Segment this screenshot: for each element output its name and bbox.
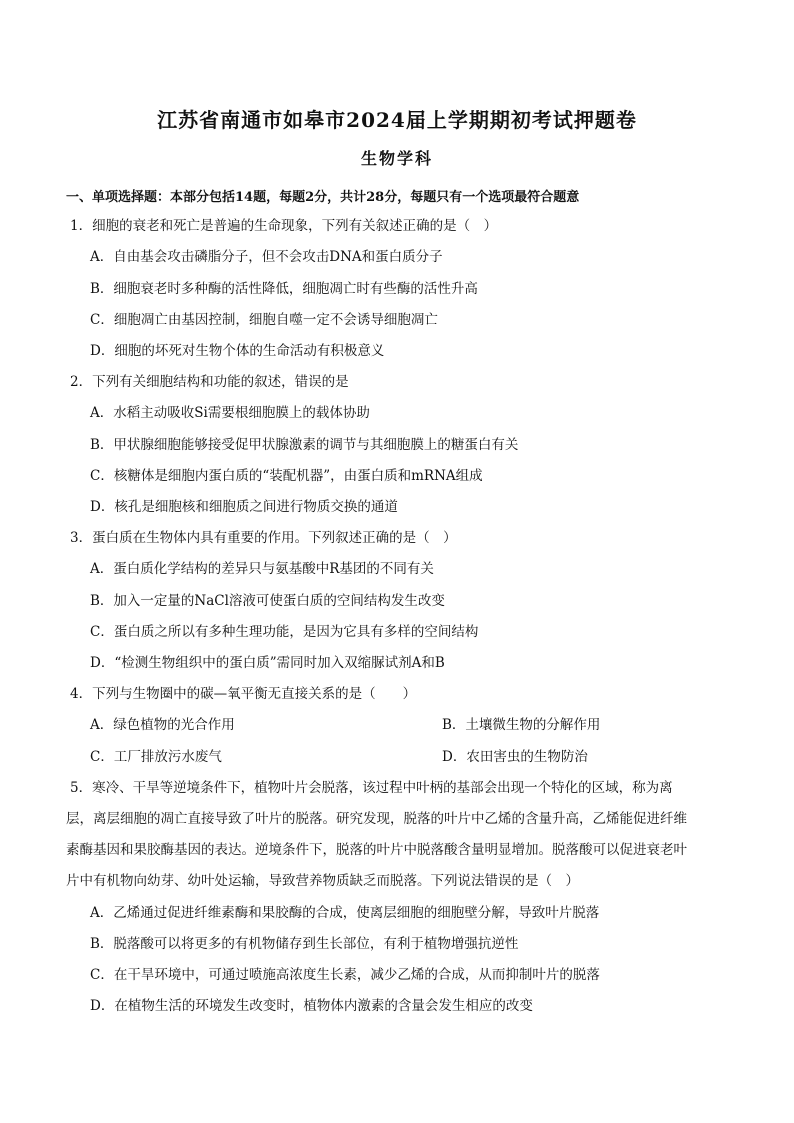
question-2-option-c: C．核糖体是细胞内蛋白质的“装配机器”，由蛋白质和mRNA组成 [90, 468, 483, 484]
question-5-option-d: D．在植物生活的环境发生改变时，植物体内激素的含量会发生相应的改变 [90, 998, 533, 1014]
question-3-stem: 3．蛋白质在生物体内具有重要的作用。下列叙述正确的是（ ） [70, 530, 457, 546]
question-2-option-d: D．核孔是细胞核和细胞质之间进行物质交换的通道 [90, 499, 398, 515]
question-4-option-c: C．工厂排放污水废气 [90, 749, 222, 765]
question-4-stem: 4．下列与生物圈中的碳—氧平衡无直接关系的是（ ） [70, 686, 417, 702]
question-1-option-b: B．细胞衰老时多种酶的活性降低，细胞凋亡时有些酶的活性升高 [90, 281, 478, 297]
question-3-option-b: B．加入一定量的NaCl溶液可使蛋白质的空间结构发生改变 [90, 593, 445, 609]
question-3-option-a: A．蛋白质化学结构的差异只与氨基酸中R基团的不同有关 [90, 561, 434, 577]
question-2-option-b: B．甲状腺细胞能够接受促甲状腺激素的调节与其细胞膜上的糖蛋白有关 [90, 437, 519, 453]
question-3-option-d: D．“检测生物组织中的蛋白质”需同时加入双缩脲试剂A和B [90, 655, 445, 671]
section-header: 一、单项选择题：本部分包括14题，每题2分，共计28分，每题只有一个选项最符合题意 [66, 190, 580, 205]
page-title: 江苏省南通市如皋市2024届上学期期初考试押题卷 [157, 108, 637, 132]
question-5-stem-line-3: 素酶基因和果胶酶基因的表达。逆境条件下，脱落的叶片中脱落酸含量明显增加。脱落酸可以促进衰老叶 [66, 842, 687, 858]
question-1-stem: 1．细胞的衰老和死亡是普遍的生命现象，下列有关叙述正确的是（ ） [70, 218, 498, 234]
question-2-stem: 2．下列有关细胞结构和功能的叙述，错误的是 [70, 374, 349, 390]
question-2-option-a: A．水稻主动吸收Si需要根细胞膜上的载体协助 [90, 405, 370, 421]
question-5-option-a: A．乙烯通过促进纤维素酶和果胶酶的合成，使离层细胞的细胞壁分解，导致叶片脱落 [90, 905, 600, 921]
question-5-stem-line-1: 5．寒冷、干旱等逆境条件下，植物叶片会脱落，该过程中叶柄的基部会出现一个特化的区域，称为离 [70, 780, 673, 796]
page-subtitle: 生物学科 [360, 149, 433, 168]
question-5-option-c: C．在干旱环境中，可通过喷施高浓度生长素，减少乙烯的合成，从而抑制叶片的脱落 [90, 967, 600, 983]
question-1-option-a: A．自由基会攻击磷脂分子，但不会攻击DNA和蛋白质分子 [90, 249, 443, 265]
question-5-stem-line-2: 层，离层细胞的凋亡直接导致了叶片的脱落。研究发现，脱落的叶片中乙烯的含量升高，乙烯能促进纤维 [66, 811, 687, 827]
question-5-stem-line-4: 片中有机物向幼芽、幼叶处运输，导致营养物质缺乏而脱落。下列说法错误的是（ ） [66, 873, 579, 889]
question-4-option-a: A．绿色植物的光合作用 [90, 717, 235, 733]
question-1-option-d: D．细胞的坏死对生物个体的生命活动有积极意义 [90, 343, 385, 359]
question-4-option-d: D．农田害虫的生物防治 [442, 749, 588, 765]
question-4-option-b: B．土壤微生物的分解作用 [442, 717, 601, 733]
question-5-option-b: B．脱落酸可以将更多的有机物储存到生长部位，有利于植物增强抗逆性 [90, 936, 519, 952]
question-1-option-c: C．细胞凋亡由基因控制，细胞自噬一定不会诱导细胞凋亡 [90, 312, 438, 328]
question-3-option-c: C．蛋白质之所以有多种生理功能，是因为它具有多样的空间结构 [90, 624, 479, 640]
